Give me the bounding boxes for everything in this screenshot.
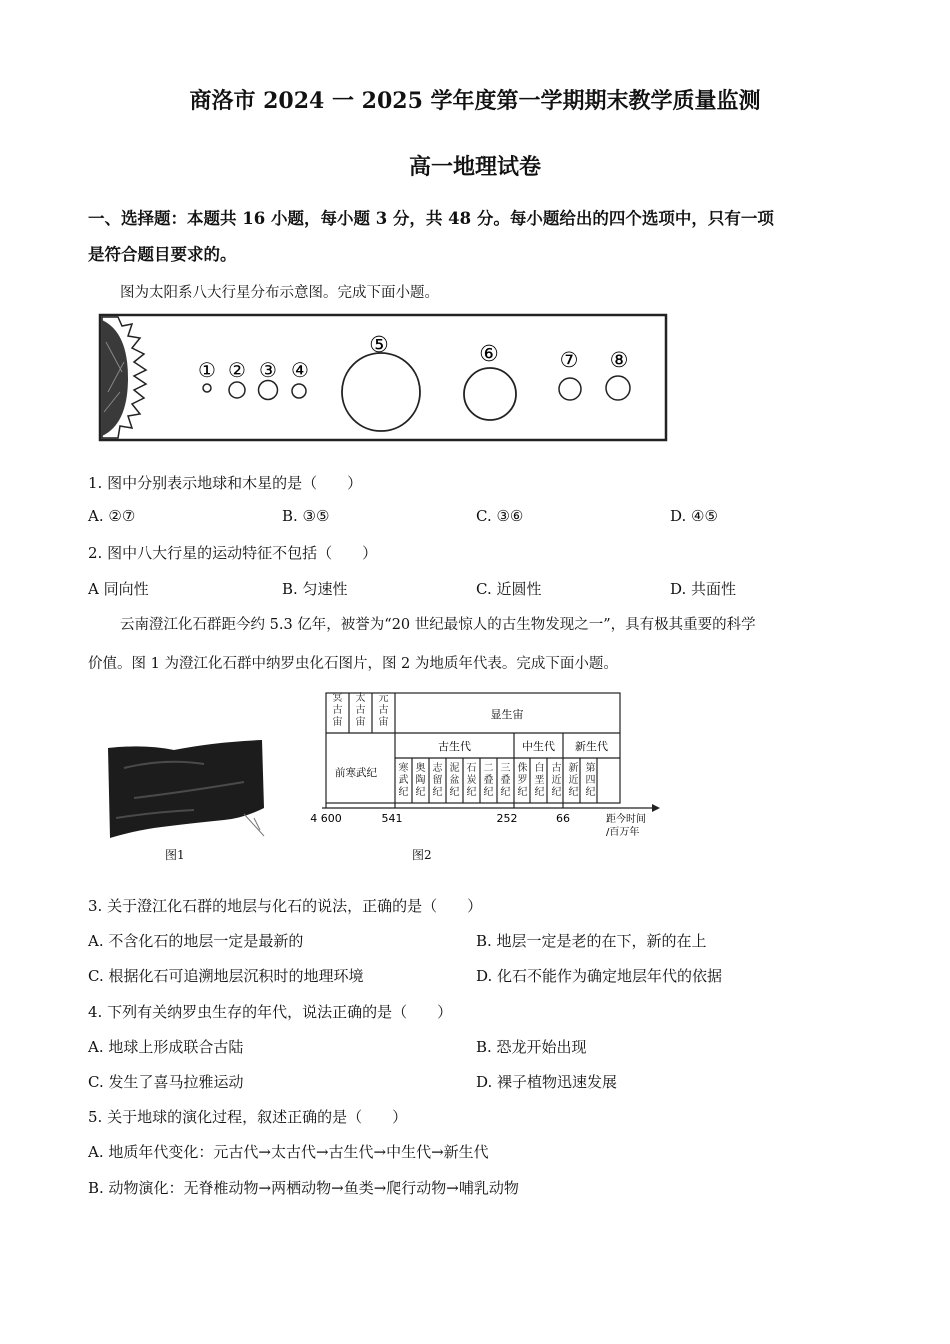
- eon-archean-3: 宙: [355, 717, 366, 728]
- page-subtitle: 高一地理试卷: [408, 154, 541, 180]
- eon-hadean-2: 古: [332, 705, 343, 716]
- q2-option-d[interactable]: D. 共面性: [670, 580, 737, 598]
- period-3: 志留纪: [432, 763, 443, 798]
- period-4: 泥盆纪: [449, 763, 460, 798]
- tick-66: 66: [556, 812, 570, 825]
- axis-label-time: 距今时间: [606, 814, 646, 825]
- intro-chengjiang-line2: 价值。图 1 为澄江化石群中纳罗虫化石图片，图 2 为地质年代表。完成下面小题。: [88, 656, 618, 672]
- naraoia-fossil-image: [104, 738, 268, 842]
- q3-option-a[interactable]: A. 不含化石的地层一定是最新的: [88, 932, 304, 950]
- section-heading-line2: 是符合题目要求的。: [88, 245, 237, 264]
- period-12: 第四纪: [585, 763, 596, 798]
- period-6: 二叠纪: [483, 763, 494, 798]
- planet-label-2: ②: [228, 358, 246, 382]
- q2-option-c[interactable]: C. 近圆性: [476, 580, 542, 598]
- q1-option-c[interactable]: C. ③⑥: [476, 507, 524, 525]
- q1-option-d[interactable]: D. ④⑤: [670, 507, 718, 525]
- q5-option-a[interactable]: A. 地质年代变化：元古代→太古代→古生代→中生代→新生代: [88, 1143, 489, 1161]
- tick-4600: 4 600: [310, 812, 342, 825]
- q4-option-b[interactable]: B. 恐龙开始出现: [476, 1038, 587, 1056]
- period-8: 侏罗纪: [517, 763, 528, 798]
- planet-label-1: ①: [198, 358, 216, 382]
- period-9: 白垩纪: [534, 763, 545, 798]
- period-2: 奥陶纪: [415, 763, 426, 798]
- eon-hadean-1: 冥: [332, 693, 343, 704]
- era-mesozoic: 中生代: [522, 740, 555, 753]
- q4-option-d[interactable]: D. 裸子植物迅速发展: [476, 1073, 618, 1091]
- planet-label-8: ⑧: [609, 348, 629, 372]
- precambrian-label: 前寒武纪: [335, 767, 377, 779]
- q4-option-a[interactable]: A. 地球上形成联合古陆: [88, 1038, 244, 1056]
- axis-label-unit: /百万年: [606, 827, 640, 838]
- q2-stem: 2. 图中八大行星的运动特征不包括（ ）: [88, 544, 378, 562]
- tick-252: 252: [496, 812, 518, 825]
- eon-archean-1: 太: [355, 693, 366, 704]
- tick-541: 541: [381, 812, 403, 825]
- eon-hadean-3: 宙: [332, 717, 343, 728]
- intro-chengjiang-line1: 云南澄江化石群距今约 5.3 亿年，被誉为“20 世纪最惊人的古生物发现之一”，具有极其重要的科学: [120, 617, 756, 633]
- period-10: 古近纪: [551, 763, 562, 798]
- section-heading-line1: 一、选择题：本题共 16 小题，每小题 3 分，共 48 分。每小题给出的四个选项中，只有一项: [88, 209, 774, 228]
- figure2-caption: 图2: [412, 848, 432, 862]
- planet-label-6: ⑥: [479, 342, 499, 367]
- planet-label-5: ⑤: [369, 333, 389, 358]
- intro-planets: 图为太阳系八大行星分布示意图。完成下面小题。: [120, 285, 439, 301]
- era-cenozoic: 新生代: [575, 740, 608, 753]
- q5-stem: 5. 关于地球的演化过程，叙述正确的是（ ）: [88, 1108, 408, 1126]
- planet-label-4: ④: [291, 358, 309, 382]
- q4-option-c[interactable]: C. 发生了喜马拉雅运动: [88, 1073, 244, 1091]
- q3-option-c[interactable]: C. 根据化石可追溯地层沉积时的地理环境: [88, 967, 364, 985]
- geologic-time-table: [310, 688, 670, 838]
- eon-proterozoic-2: 古: [378, 705, 389, 716]
- eon-archean-2: 古: [355, 705, 366, 716]
- planet-label-7: ⑦: [559, 348, 579, 372]
- q3-option-d[interactable]: D. 化石不能作为确定地层年代的依据: [476, 967, 723, 985]
- era-paleozoic: 古生代: [438, 740, 471, 753]
- eon-proterozoic-1: 元: [378, 693, 389, 704]
- page-title: 商洛市 2024 一 2025 学年度第一学期期末教学质量监测: [189, 88, 761, 114]
- q1-option-b[interactable]: B. ③⑤: [282, 507, 330, 525]
- eon-phanerozoic: 显生宙: [490, 708, 524, 721]
- q1-option-a[interactable]: A. ②⑦: [88, 507, 136, 525]
- eon-proterozoic-3: 宙: [378, 717, 389, 728]
- period-11: 新近纪: [568, 763, 579, 798]
- planet-label-3: ③: [259, 358, 277, 382]
- q3-stem: 3. 关于澄江化石群的地层与化石的说法，正确的是（ ）: [88, 897, 483, 915]
- q1-stem: 1. 图中分别表示地球和木星的是（ ）: [88, 474, 363, 492]
- q5-option-b[interactable]: B. 动物演化：无脊椎动物→两栖动物→鱼类→爬行动物→哺乳动物: [88, 1179, 519, 1197]
- q3-option-b[interactable]: B. 地层一定是老的在下，新的在上: [476, 932, 707, 950]
- period-5: 石炭纪: [466, 763, 477, 798]
- period-7: 三叠纪: [500, 763, 511, 798]
- q4-stem: 4. 下列有关纳罗虫生存的年代，说法正确的是（ ）: [88, 1003, 453, 1021]
- q2-option-a[interactable]: A 同向性: [88, 580, 149, 598]
- q2-option-b[interactable]: B. 匀速性: [282, 580, 348, 598]
- period-1: 寒武纪: [398, 763, 409, 798]
- figure1-caption: 图1: [165, 848, 185, 862]
- planet-distribution-figure: [98, 312, 670, 444]
